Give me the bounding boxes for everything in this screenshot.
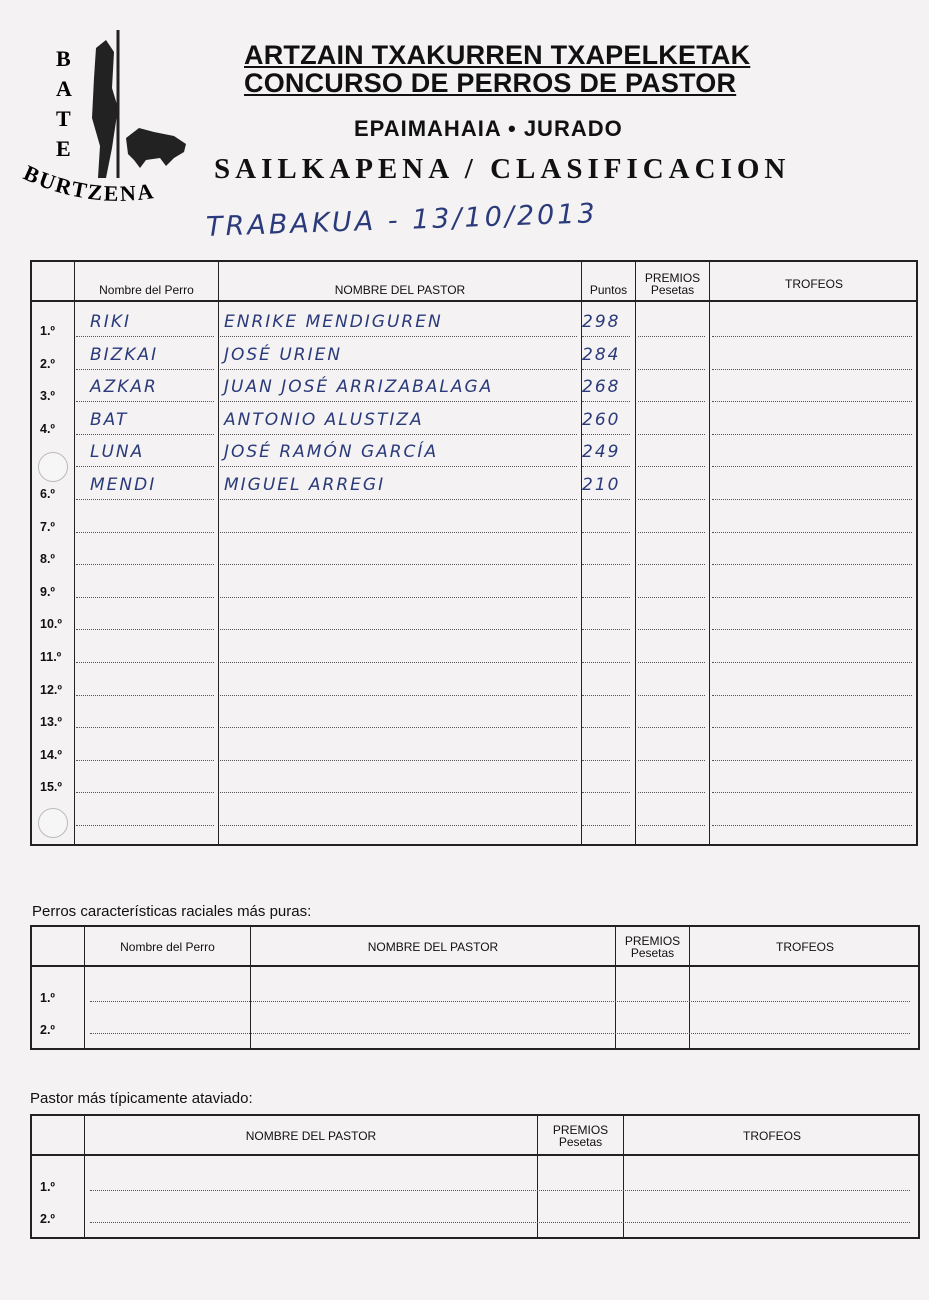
row-writing-line	[638, 466, 705, 467]
breed-header-dog-name: Nombre del Perro	[120, 940, 215, 954]
row-shepherd-name: JOSÉ URIEN	[224, 344, 343, 365]
row-writing-line	[582, 532, 630, 533]
breed-header-prizes	[616, 933, 689, 961]
row-writing-line	[638, 532, 705, 533]
row-writing-line	[220, 825, 577, 826]
row-dog-name: LUNA	[90, 442, 145, 463]
row-writing-line	[582, 466, 630, 467]
svg-text:B: B	[56, 46, 71, 71]
attire-header-trophies: TROFEOS	[742, 1129, 801, 1143]
row-writing-line	[582, 434, 630, 435]
row-writing-line	[582, 401, 630, 402]
row-writing-line	[638, 336, 705, 337]
row-writing-line	[220, 629, 577, 630]
row-shepherd-name: MIGUEL ARREGI	[224, 475, 386, 495]
binder-hole-top	[38, 452, 68, 482]
row-writing-line	[76, 760, 214, 761]
row-dog-name: AZKAR	[90, 377, 158, 398]
attire-header-prizes	[538, 1122, 623, 1150]
row-writing-line	[712, 336, 912, 337]
row-writing-line	[76, 825, 214, 826]
row-points: 268	[582, 377, 621, 398]
row-writing-line	[76, 629, 214, 630]
breed-header-prizes-line2: Pesetas	[630, 946, 675, 960]
svg-text:T: T	[56, 106, 71, 131]
row-writing-line	[76, 695, 214, 696]
title-basque: ARTZAIN TXAKURREN TXAPELKETAK	[244, 40, 751, 70]
row-writing-line	[220, 695, 577, 696]
row-writing-line	[76, 401, 214, 402]
row-writing-line	[76, 792, 214, 793]
row-writing-line	[582, 760, 630, 761]
row-writing-line	[220, 336, 577, 337]
header-points: Puntos	[589, 283, 628, 297]
row-rank: 6.º	[40, 487, 55, 501]
row-writing-line	[76, 434, 214, 435]
row-writing-line	[638, 760, 705, 761]
row-writing-line	[638, 434, 705, 435]
breed-header-prizes-line1: PREMIOS	[624, 934, 681, 948]
row-writing-line	[76, 532, 214, 533]
row-writing-line	[220, 564, 577, 565]
row-rank: 11.º	[40, 650, 62, 664]
row-writing-line	[220, 597, 577, 598]
row-shepherd-name: ANTONIO ALUSTIZA	[224, 409, 424, 430]
attire-header-prizes-line2: Pesetas	[558, 1135, 603, 1149]
row-writing-line	[76, 727, 214, 728]
row-rank: 12.º	[40, 682, 62, 697]
row-writing-line	[582, 727, 630, 728]
row-rank: 3.º	[40, 389, 55, 404]
row-writing-line	[638, 727, 705, 728]
row-rank: 10.º	[40, 617, 62, 632]
row-writing-line	[220, 499, 577, 500]
row-rank: 14.º	[40, 747, 62, 762]
row-writing-line	[638, 401, 705, 402]
attire-header-prizes-line1: PREMIOS	[552, 1123, 609, 1137]
row-writing-line	[582, 792, 630, 793]
row-rank: 7.º	[40, 519, 55, 534]
row-shepherd-name: JUAN JOSÉ ARRIZABALAGA	[224, 377, 494, 398]
row-writing-line	[76, 499, 214, 500]
row-rank: 15.º	[40, 780, 62, 795]
row-writing-line	[712, 499, 912, 500]
row-writing-line	[712, 760, 912, 761]
event-handwritten: TRABAKUA - 13/10/2013	[205, 198, 599, 243]
row-writing-line	[220, 760, 577, 761]
row-points: 249	[582, 442, 621, 463]
row-writing-line	[638, 825, 705, 826]
row-writing-line	[76, 336, 214, 337]
row-writing-line	[712, 792, 912, 793]
row-rank: 4.º	[40, 421, 55, 436]
row-points: 260	[582, 409, 621, 430]
jury-heading: EPAIMAHAIA • JURADO	[354, 116, 623, 141]
classification-table	[30, 260, 918, 846]
breed-section-label: Perros características raciales más puras:	[32, 903, 312, 920]
row-shepherd-name: ENRIKE MENDIGUREN	[224, 312, 443, 332]
row-dog-name: RIKI	[90, 312, 131, 332]
attire-rank-2: 2.º	[40, 1212, 55, 1226]
row-writing-line	[582, 695, 630, 696]
row-writing-line	[582, 564, 630, 565]
row-writing-line	[220, 466, 577, 467]
row-writing-line	[582, 369, 630, 370]
header-trophies: TROFEOS	[784, 277, 843, 291]
row-writing-line	[582, 825, 630, 826]
row-writing-line	[712, 727, 912, 728]
row-writing-line	[76, 597, 214, 598]
row-writing-line	[638, 792, 705, 793]
row-writing-line	[638, 662, 705, 663]
row-writing-line	[638, 629, 705, 630]
row-dog-name: MENDI	[90, 475, 157, 495]
row-writing-line	[712, 401, 912, 402]
row-writing-line	[638, 369, 705, 370]
row-writing-line	[712, 564, 912, 565]
svg-text:E: E	[56, 136, 71, 161]
row-rank: 2.º	[40, 356, 55, 371]
row-writing-line	[712, 629, 912, 630]
row-writing-line	[220, 727, 577, 728]
row-writing-line	[220, 532, 577, 533]
row-writing-line	[582, 629, 630, 630]
bate-burtzena-logo	[14, 28, 214, 218]
header-shepherd-name: NOMBRE DEL PASTOR	[334, 283, 466, 297]
row-points: 284	[582, 344, 621, 365]
row-writing-line	[712, 695, 912, 696]
row-writing-line	[712, 825, 912, 826]
breed-header-shepherd-name: NOMBRE DEL PASTOR	[367, 940, 499, 954]
breed-table	[30, 925, 920, 1050]
row-writing-line	[712, 466, 912, 467]
row-writing-line	[712, 532, 912, 533]
row-shepherd-name: JOSÉ RAMÓN GARCÍA	[224, 442, 439, 463]
attire-rank-1: 1.º	[40, 1180, 55, 1194]
svg-text:A: A	[56, 76, 72, 101]
header-dog-name: Nombre del Perro	[99, 283, 194, 297]
row-writing-line	[76, 564, 214, 565]
row-writing-line	[582, 597, 630, 598]
row-writing-line	[712, 369, 912, 370]
row-points: 210	[582, 475, 621, 495]
row-writing-line	[638, 499, 705, 500]
binder-hole-bottom	[38, 808, 68, 838]
row-writing-line	[712, 662, 912, 663]
row-writing-line	[220, 792, 577, 793]
row-writing-line	[638, 695, 705, 696]
row-points: 298	[582, 312, 621, 332]
row-rank: 13.º	[40, 715, 62, 730]
row-writing-line	[582, 662, 630, 663]
breed-rank-1: 1.º	[40, 991, 55, 1005]
row-rank: 9.º	[40, 584, 55, 599]
row-dog-name: BIZKAI	[90, 344, 159, 365]
row-rank: 1.º	[40, 324, 55, 338]
row-rank: 8.º	[40, 552, 55, 567]
row-writing-line	[220, 369, 577, 370]
breed-rank-2: 2.º	[40, 1023, 55, 1037]
row-writing-line	[582, 499, 630, 500]
classification-heading: SAILKAPENA / CLASIFICACION	[214, 153, 791, 185]
title-spanish: CONCURSO DE PERROS DE PASTOR	[244, 68, 737, 98]
row-writing-line	[220, 401, 577, 402]
row-writing-line	[76, 369, 214, 370]
row-dog-name: BAT	[90, 409, 129, 430]
header-prizes-line1: PREMIOS	[644, 271, 701, 285]
row-writing-line	[638, 564, 705, 565]
svg-text:BURTZENA: BURTZENA	[19, 159, 157, 207]
row-writing-line	[220, 662, 577, 663]
row-writing-line	[712, 434, 912, 435]
row-writing-line	[220, 434, 577, 435]
row-writing-line	[582, 336, 630, 337]
attire-header-shepherd-name: NOMBRE DEL PASTOR	[245, 1129, 377, 1143]
row-writing-line	[638, 597, 705, 598]
row-writing-line	[712, 597, 912, 598]
row-writing-line	[76, 662, 214, 663]
header-prizes	[636, 270, 709, 298]
attire-section-label: Pastor más típicamente ataviado:	[30, 1090, 253, 1107]
row-writing-line	[76, 466, 214, 467]
breed-header-trophies: TROFEOS	[775, 940, 834, 954]
attire-table	[30, 1114, 920, 1239]
header-prizes-line2: Pesetas	[650, 283, 695, 297]
